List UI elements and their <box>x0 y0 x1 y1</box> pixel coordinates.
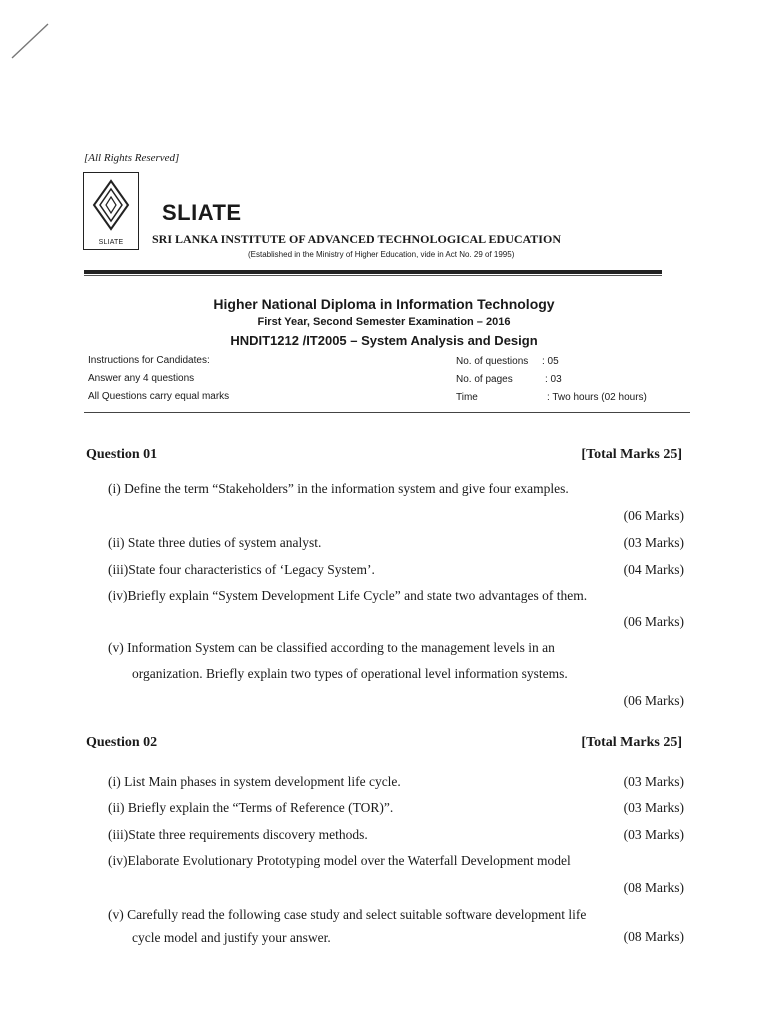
exam-subtitle: First Year, Second Semester Examination – 2016 <box>257 316 511 328</box>
question-item-continued: organization. Briefly explain two types of operational level information systems. <box>132 666 568 681</box>
question-item: (v) Carefully read the following case study and select suitable software development life <box>108 907 587 922</box>
question-title: Question 02 <box>86 735 158 750</box>
instructions-heading: Instructions for Candidates: <box>88 355 210 366</box>
course-title: HNDIT1212 /IT2005 – System Analysis and Design <box>230 333 538 348</box>
question-item: (i) List Main phases in system development life cycle. <box>108 774 401 789</box>
question-item: (iv)Briefly explain “System Development Life Cycle” and state two advantages of them. <box>108 588 588 603</box>
item-marks: (03 Marks) <box>623 535 684 550</box>
label-time: Time <box>456 392 478 403</box>
header-divider-thin <box>84 275 662 276</box>
question-item: (iii)State four characteristics of ‘Legacy System’. <box>108 562 375 577</box>
item-marks: (03 Marks) <box>623 774 684 789</box>
label-pages: No. of pages <box>456 374 513 385</box>
institute-logo <box>83 172 139 250</box>
instructions-line: All Questions carry equal marks <box>88 391 230 402</box>
pencil-mark <box>8 20 52 64</box>
value-time: : Two hours (02 hours) <box>547 392 647 403</box>
question-item: (v) Information System can be classified according to the management levels in an <box>108 640 555 655</box>
brand-name: SLIATE <box>162 200 242 225</box>
question-total-marks: [Total Marks 25] <box>581 447 682 462</box>
item-marks: (08 Marks) <box>623 880 684 895</box>
item-marks: (06 Marks) <box>623 614 684 629</box>
instructions-line: Answer any 4 questions <box>88 373 195 384</box>
logo-label: SLIATE <box>98 239 124 246</box>
value-pages: : 03 <box>545 374 562 385</box>
question-item-continued: cycle model and justify your answer. <box>132 930 331 945</box>
established-note: (Established in the Ministry of Higher Education, vide in Act No. 29 of 1995) <box>248 250 515 259</box>
rights-reserved: [All Rights Reserved] <box>84 152 180 164</box>
question-item: (i) Define the term “Stakeholders” in the information system and give four examples. <box>108 481 569 496</box>
question-item: (iv)Elaborate Evolutionary Prototyping model over the Waterfall Development model <box>108 853 571 868</box>
diamond-logo-icon <box>90 179 132 231</box>
item-marks: (06 Marks) <box>623 693 684 708</box>
question-item: (ii) Briefly explain the “Terms of Reference (TOR)”. <box>108 800 394 815</box>
item-marks: (06 Marks) <box>623 508 684 523</box>
instructions-divider <box>84 412 690 413</box>
question-item: (iii)State three requirements discovery methods. <box>108 827 368 842</box>
question-title: Question 01 <box>86 447 158 462</box>
label-questions: No. of questions <box>456 356 529 367</box>
item-marks: (03 Marks) <box>623 800 684 815</box>
item-marks: (03 Marks) <box>623 827 684 842</box>
item-marks: (08 Marks) <box>623 929 684 944</box>
exam-title: Higher National Diploma in Information Technology <box>213 296 555 312</box>
institute-name: SRI LANKA INSTITUTE OF ADVANCED TECHNOLOGICAL EDUCATION <box>152 232 561 246</box>
value-questions: : 05 <box>542 356 559 367</box>
header-divider <box>84 270 662 274</box>
question-item: (ii) State three duties of system analyst. <box>108 535 322 550</box>
question-total-marks: [Total Marks 25] <box>581 735 682 750</box>
item-marks: (04 Marks) <box>623 562 684 577</box>
